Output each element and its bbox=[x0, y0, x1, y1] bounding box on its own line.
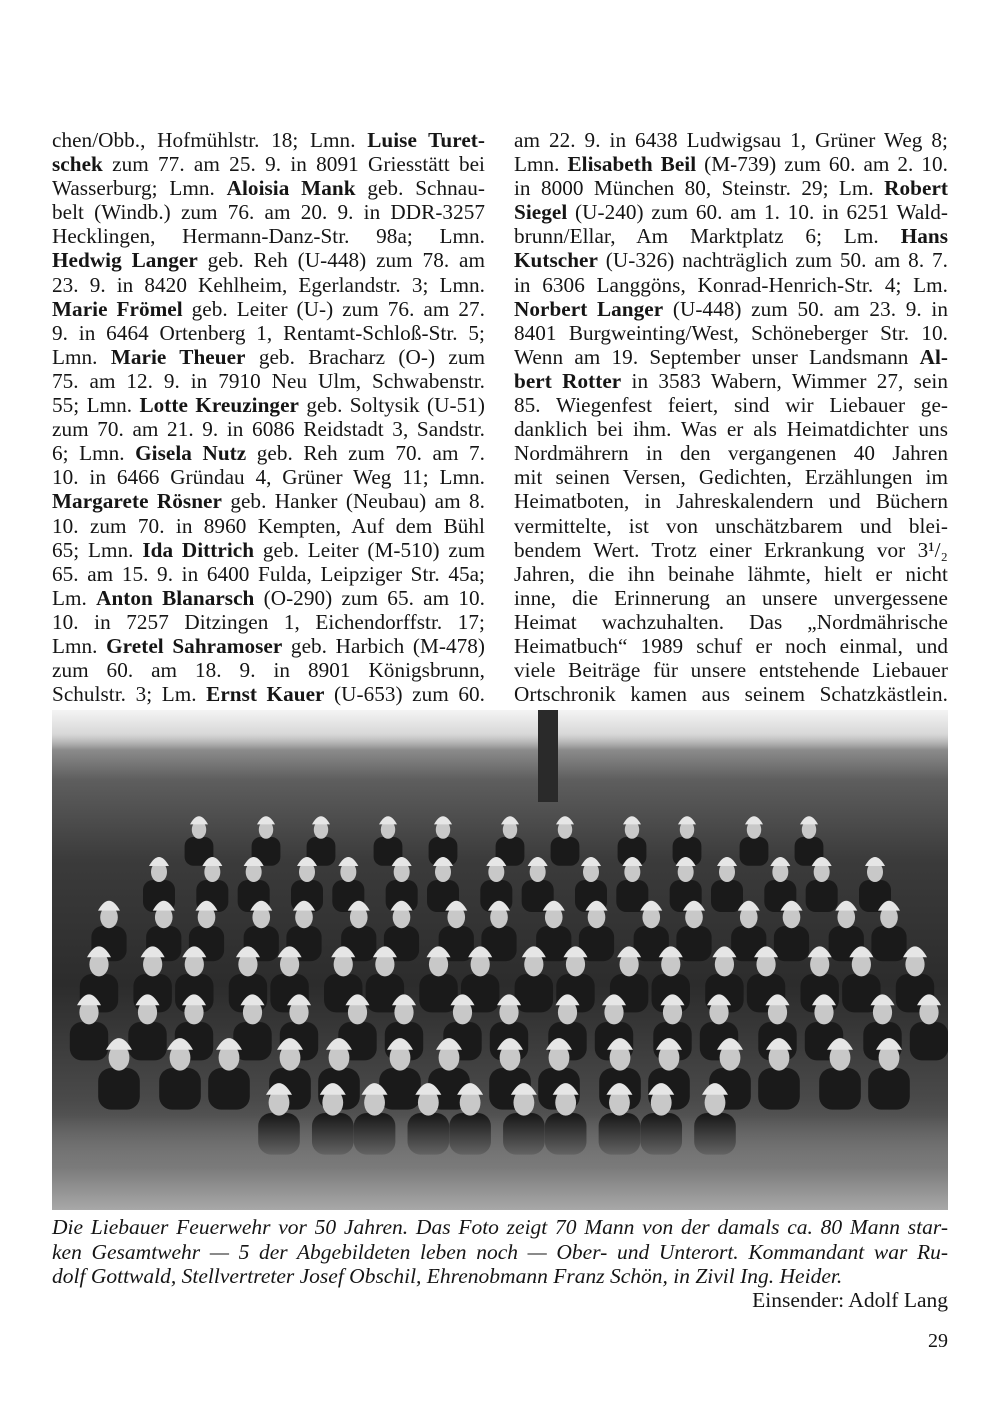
text-run: inne, die Erinnerung an unsere unvergessene bbox=[514, 585, 948, 610]
person-body bbox=[70, 1022, 108, 1060]
person-name: Norbert Langer bbox=[514, 296, 664, 321]
person-body bbox=[419, 974, 457, 1012]
text-run: in 8000 München 80, Steinstr. 29; Lm. bbox=[514, 176, 885, 201]
right-column-line bbox=[514, 273, 948, 297]
fire-helmet bbox=[379, 816, 397, 824]
text-run: Lmn. bbox=[52, 344, 111, 369]
right-column-line bbox=[514, 610, 948, 634]
left-column-line bbox=[52, 634, 485, 658]
left-column-line bbox=[52, 489, 485, 513]
photo-caption bbox=[52, 1215, 948, 1289]
left-column-line bbox=[52, 321, 485, 345]
right-column-line bbox=[514, 489, 948, 513]
fire-helmet bbox=[434, 816, 452, 824]
right-column-line bbox=[514, 297, 948, 321]
right-column-line bbox=[514, 441, 948, 465]
left-column-line bbox=[52, 465, 485, 489]
caption-line: dolf Gottwald, Stellvertreter Josef Obschil, Ehrenobmann Franz Schön, in Zivil Ing. Heider. bbox=[52, 1264, 843, 1289]
photo-ground bbox=[52, 1115, 948, 1210]
fire-helmet bbox=[190, 816, 208, 824]
text-run: belt (Windb.) zum 76. am 20. 9. in DDR-3257 bbox=[52, 200, 485, 225]
text-run: zum 77. am 25. 9. in 8091 Griesstätt bei bbox=[102, 152, 485, 177]
left-column-line bbox=[52, 441, 485, 465]
left-column-line bbox=[52, 586, 485, 610]
right-column-line bbox=[514, 369, 948, 393]
person-name: Al- bbox=[919, 344, 948, 369]
right-column-line bbox=[514, 538, 948, 562]
text-run: geb. Leiter (M-510) zum bbox=[254, 537, 485, 562]
right-column-line bbox=[514, 586, 948, 610]
text-run: 6; Lmn. bbox=[52, 441, 136, 466]
right-column-line bbox=[514, 634, 948, 658]
text-run: (M-739) zum 60. am 2. 10. bbox=[696, 152, 948, 177]
text-run: in 3583 Wabern, Wimmer 27, sein bbox=[621, 368, 948, 393]
right-column-line bbox=[514, 321, 948, 345]
fire-helmet bbox=[106, 1038, 132, 1050]
right-column-line bbox=[514, 176, 948, 200]
text-run: zum 60. am 18. 9. in 8901 Königsbrunn, bbox=[52, 658, 485, 683]
text-run: geb. Hanker (Neubau) am 8. bbox=[221, 489, 485, 514]
fire-helmet bbox=[312, 816, 330, 824]
left-column-line bbox=[52, 248, 485, 272]
text-run: Nordmährern in den vergangenen 40 Jahren bbox=[514, 441, 948, 466]
person-name: Hedwig Langer bbox=[52, 248, 198, 273]
person-body bbox=[871, 926, 906, 961]
person-body bbox=[379, 1068, 421, 1110]
fire-helmet bbox=[800, 816, 818, 824]
left-column-line bbox=[52, 682, 485, 706]
person-name: Ernst Kauer bbox=[206, 682, 325, 707]
right-column-line bbox=[514, 224, 948, 248]
person-name: schek bbox=[52, 152, 103, 177]
person-name: Marie Theuer bbox=[110, 344, 246, 369]
person-name: Lotte Kreuzinger bbox=[139, 393, 299, 418]
text-run: (U-448) zum 50. am 23. 9. in bbox=[663, 296, 948, 321]
text-run: 10. zum 70. in 8960 Kempten, Auf dem Bühl bbox=[52, 513, 485, 538]
right-column-line bbox=[514, 658, 948, 682]
left-text-column bbox=[52, 128, 485, 706]
person-body bbox=[910, 1022, 948, 1060]
person-name: Anton Blanarsch bbox=[96, 585, 255, 610]
person-body bbox=[711, 880, 743, 912]
text-run: Lmn. bbox=[52, 633, 107, 658]
right-column-line bbox=[514, 393, 948, 417]
text-run: Wenn am 19. September unser Landsmann bbox=[514, 344, 920, 369]
person-name: Robert bbox=[884, 176, 948, 201]
left-column-line bbox=[52, 562, 485, 586]
fire-helmet bbox=[808, 946, 832, 957]
right-column-line bbox=[514, 200, 948, 224]
text-run: chen/Obb., Hofmühlstr. 18; Lmn. bbox=[52, 128, 368, 152]
text-run: 65; Lmn. bbox=[52, 537, 143, 562]
text-run: geb. Bracharz (O-) zum bbox=[245, 344, 485, 369]
person-name: Aloisia Mank bbox=[226, 176, 356, 201]
left-column-line bbox=[52, 273, 485, 297]
right-column-line bbox=[514, 465, 948, 489]
fire-helmet bbox=[717, 857, 737, 866]
text-run: (U-653) zum 60. bbox=[324, 682, 485, 707]
fire-helmet bbox=[338, 857, 358, 866]
fire-helmet bbox=[528, 857, 548, 866]
right-column-line bbox=[514, 514, 948, 538]
text-run: Hecklingen, Hermann-Danz-Str. 98a; Lmn. bbox=[52, 224, 485, 249]
text-run: 8401 Burgweinting/West, Schöneberger Str. 10. bbox=[514, 320, 948, 345]
fire-helmet bbox=[501, 816, 519, 824]
fire-helmet bbox=[865, 857, 885, 866]
right-column-line bbox=[514, 682, 948, 706]
person-body bbox=[758, 1068, 800, 1110]
person-body bbox=[868, 1068, 910, 1110]
left-column-line bbox=[52, 200, 485, 224]
left-column-line bbox=[52, 297, 485, 321]
left-column-line bbox=[52, 128, 485, 152]
left-column-line bbox=[52, 176, 485, 200]
left-column-line bbox=[52, 610, 485, 634]
text-run: 10. in 7257 Ditzingen 1, Eichendorffstr. 17; bbox=[52, 609, 485, 634]
person-body bbox=[551, 837, 580, 866]
text-run: 9. in 6464 Ortenberg 1, Rentamt-Schloß-Str. 5; bbox=[52, 320, 485, 345]
fire-helmet bbox=[98, 901, 120, 911]
fire-helmet bbox=[678, 816, 696, 824]
sender-credit: Einsender: Adolf Lang bbox=[752, 1288, 948, 1312]
fire-helmet bbox=[556, 816, 574, 824]
fire-helmet bbox=[770, 857, 790, 866]
right-text-column bbox=[514, 128, 948, 706]
text-run: am 22. 9. in 6438 Ludwigsau 1, Grüner Weg 8; bbox=[514, 128, 948, 152]
page-number: 29 bbox=[928, 1330, 948, 1352]
text-run: geb. Reh (U-448) zum 78. am bbox=[197, 248, 485, 273]
person-name: Gretel Sahramoser bbox=[106, 633, 283, 658]
text-run: Jahren, die ihn beinahe lähmte, hielt er nicht bbox=[514, 561, 948, 586]
text-run: 75. am 12. 9. in 7910 Neu Ulm, Schwabenstr. bbox=[52, 368, 485, 393]
person-body bbox=[774, 926, 809, 961]
fire-helmet bbox=[581, 857, 601, 866]
left-column-line bbox=[52, 538, 485, 562]
text-run: Heimatbuch“ 1989 schuf er noch einmal, und bbox=[514, 633, 948, 658]
text-run: danklich bei ihm. Was er als Heimatdichter uns bbox=[514, 417, 948, 442]
left-column-line bbox=[52, 152, 485, 176]
right-column-line bbox=[514, 128, 948, 152]
fire-helmet bbox=[623, 816, 641, 824]
caption-line: ken Gesamtwehr — 5 der Abgebildeten leben noch — Ober- und Unterort. Kommandant war Ru- bbox=[52, 1239, 948, 1264]
person-body bbox=[515, 974, 553, 1012]
text-run: geb. Schnau- bbox=[355, 176, 485, 201]
text-run: brunn/Ellar, Am Marktplatz 6; Lm. bbox=[514, 224, 901, 249]
left-column-line bbox=[52, 658, 485, 682]
person-name: Elisabeth Beil bbox=[567, 152, 697, 177]
person-name: Hans bbox=[900, 224, 948, 249]
right-column-line bbox=[514, 345, 948, 369]
fire-helmet bbox=[835, 901, 857, 911]
person-name: Margarete Rösner bbox=[52, 489, 222, 514]
text-run: (U-240) zum 60. am 1. 10. in 6251 Wald- bbox=[567, 200, 948, 225]
right-column-line bbox=[514, 562, 948, 586]
text-run: geb. Soltysik (U-51) bbox=[298, 393, 485, 418]
text-run: 55; Lmn. bbox=[52, 393, 140, 418]
left-column-line bbox=[52, 417, 485, 441]
person-body bbox=[98, 1068, 140, 1110]
text-run: 85. Wiegenfest feiert, sind wir Liebauer ge- bbox=[514, 393, 948, 418]
text-run: 10. in 6466 Gründau 4, Grüner Weg 11; Lmn. bbox=[52, 465, 485, 490]
person-name: bert Rotter bbox=[514, 368, 622, 393]
person-name: Gisela Nutz bbox=[135, 441, 247, 466]
person-body bbox=[159, 1068, 201, 1110]
person-body bbox=[208, 1068, 250, 1110]
text-run: bendem Wert. Trotz einer Erkrankung vor 3¹/₂ bbox=[514, 537, 948, 562]
text-run: Heimatboten, in Jahreskalendern und Büchern bbox=[514, 489, 948, 514]
person-body bbox=[806, 880, 838, 912]
person-body bbox=[740, 837, 769, 866]
text-run: vermittelte, ist von unschätzbarem und blei- bbox=[514, 513, 948, 538]
text-run: in 6306 Langgöns, Konrad-Henrich-Str. 4; Lm. bbox=[514, 272, 948, 297]
text-run: Ortschronik kamen aus seinem Schatzkästlein. bbox=[514, 682, 948, 707]
person-name: Marie Frömel bbox=[52, 296, 183, 321]
right-column-line bbox=[514, 417, 948, 441]
person-name: Luise Turet- bbox=[367, 128, 485, 152]
text-run: viele Beiträge für unsere entstehende Liebauer bbox=[514, 658, 948, 683]
fire-helmet bbox=[149, 857, 169, 866]
text-run: geb. Harbich (M-478) bbox=[282, 633, 485, 658]
person-name: Ida Dittrich bbox=[142, 537, 255, 562]
left-column-line bbox=[52, 345, 485, 369]
text-run: Schulstr. 3; Lm. bbox=[52, 682, 207, 707]
text-run: 23. 9. in 8420 Kehlheim, Egerlandstr. 3; Lmn. bbox=[52, 272, 485, 297]
group-photo-liebauer-fire-brigade bbox=[52, 710, 948, 1210]
text-run: Lmn. bbox=[514, 152, 568, 177]
right-column-line bbox=[514, 248, 948, 272]
text-run: 65. am 15. 9. in 6400 Fulda, Leipziger Str. 45a; bbox=[52, 561, 485, 586]
text-run: Lm. bbox=[52, 585, 97, 610]
text-run: Wasserburg; Lmn. bbox=[52, 176, 227, 201]
text-run: (U-326) nachträglich zum 50. am 8. 7. bbox=[597, 248, 948, 273]
person-name: Siegel bbox=[514, 200, 568, 225]
person-body bbox=[128, 1022, 166, 1060]
fire-helmet bbox=[745, 816, 763, 824]
left-column-line bbox=[52, 224, 485, 248]
person-name: Kutscher bbox=[514, 248, 598, 273]
caption-line: Die Liebauer Feuerwehr vor 50 Jahren. Das Foto zeigt 70 Mann von der damals ca. 80 Mann star- bbox=[52, 1215, 948, 1239]
text-run: (O-290) zum 65. am 10. bbox=[254, 585, 486, 610]
person-body bbox=[819, 1068, 861, 1110]
fire-helmet bbox=[257, 816, 275, 824]
left-column-line bbox=[52, 514, 485, 538]
text-run: geb. Reh zum 70. am 7. bbox=[246, 441, 486, 466]
text-run: mit seinen Versen, Gedichten, Erzählungen im bbox=[514, 465, 948, 490]
text-run: zum 70. am 21. 9. in 6086 Reidstadt 3, Sandstr. bbox=[52, 417, 485, 442]
left-column-line bbox=[52, 393, 485, 417]
right-column-line bbox=[514, 152, 948, 176]
text-run: Heimat wachzuhalten. Das „Nordmährische bbox=[514, 609, 948, 634]
left-column-line bbox=[52, 369, 485, 393]
text-run: geb. Leiter (U-) zum 76. am 27. bbox=[182, 296, 485, 321]
